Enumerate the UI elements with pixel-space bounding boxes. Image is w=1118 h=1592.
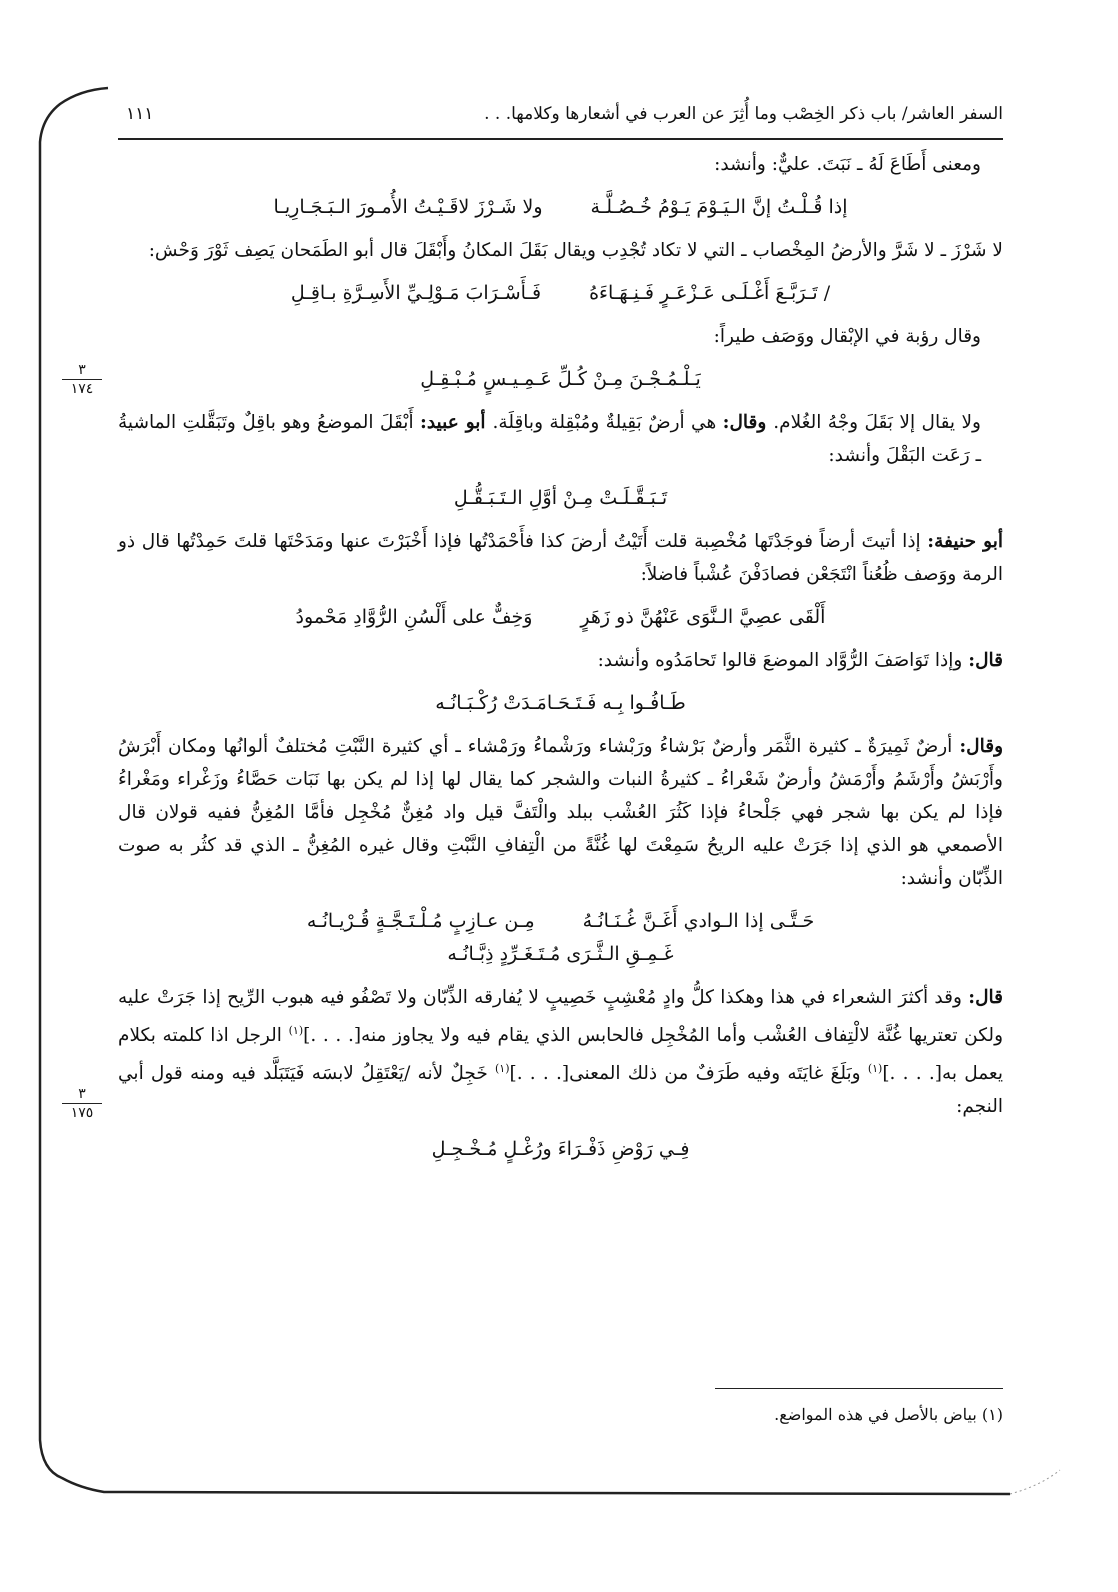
- speaker-label: قال:: [968, 987, 1003, 1008]
- verse-hemistich: فِـي رَوْضِ ذَفْـرَاءَ ورُغْـلٍ مُـخْـجِـلِ: [431, 1138, 690, 1161]
- footnote-ref[interactable]: (١): [867, 1062, 883, 1076]
- margin-folio-note: [62, 1086, 102, 1121]
- verse-hemistich: / تَـرَبَّـعَ أَغْـلَـى عَـزْعَـرٍ فَـنِـهَـاءَهُ: [589, 282, 831, 304]
- verse-line: [118, 905, 1003, 938]
- folio-number: ٣: [62, 362, 102, 380]
- text-run: أَبْقَلَ الموضعُ وهو باقِلٌ وتَبَقَّلتِ الماشيةُ ـ رَعَت البَقْلَ وأنشد:: [118, 412, 981, 466]
- text-run: وقد أكثرَ الشعراء في هذا وهكذا كلُّ وادٍ مُعْشِبٍ خَصِيبٍ لا يُفارقه الذِّبّان ولا تَصْفُو فيه هبوب الرِّيح إذا جَرَتْ عليه ولكن تعتريها غُنَّة لالْتِفاف العُشْب وأما المُخْجِل فالحابس الذي يقام فيه ولا يجاوز منه[. . . .]: [118, 987, 1003, 1047]
- verse-hemistich: فَـأَسْـرَابَ مَـوْلِـيِّ الأَسِـرَّةِ بـاقِـلِ: [290, 282, 542, 304]
- footnote-ref[interactable]: (١): [288, 1024, 304, 1037]
- folio-page: ١٧٥: [70, 1105, 94, 1121]
- text-run: ولا يقال إلا بَقَلَ وجْهُ الغُلام.: [773, 412, 981, 433]
- paragraph: [118, 406, 1003, 472]
- paragraph: [118, 730, 1003, 895]
- footnote-text: بياض بالأصل في هذه المواضع.: [774, 1405, 977, 1424]
- paragraph: [118, 981, 1003, 1123]
- text-run: هي أرضٌ بَقِيلةٌ ومُبْقِلة وباقِلَة.: [492, 412, 723, 433]
- paragraph: [118, 644, 1003, 677]
- folio-page: ١٧٤: [70, 381, 94, 397]
- text-run: خَجِلٌ لأنه /يَعْتَقِلُ لابسَه فَيَتَبَلَّد فيه ومنه قول أبي النجم:: [118, 1063, 1003, 1118]
- verse-hemistich: يَـلْـمُـجْـنَ مِـنْ كُـلِّ عَـمِـيـسٍ مُـبْـقِـلِ: [420, 368, 701, 390]
- verse-line: [118, 191, 1003, 224]
- speaker-label: قال:: [968, 650, 1003, 671]
- text-run: الرجل اذا كلمته بكلام يعمل به[. . . .]: [118, 1025, 1003, 1085]
- book-page: [118, 92, 1003, 1472]
- running-header: [118, 98, 1003, 132]
- folio-number: ٣: [62, 1086, 102, 1104]
- verse-line: [118, 482, 1003, 515]
- verse-line: [118, 1133, 1003, 1166]
- verse-line: [118, 938, 1003, 971]
- verse-hemistich: غَـمِـقِ الـثَّـرَى مُـتَـغَـرِّدٍ ذِبَّـانُـه: [447, 943, 674, 965]
- verse-hemistich: مِـن عـازِبٍ مُـلْـتَـجَّـةٍ قُـرْيـانُـه: [306, 910, 535, 932]
- verse-hemistich: أَلْقَى عصِيَّ الـنَّوَى عَنْهُنَّ ذو زَهَرٍ: [580, 606, 826, 628]
- running-title: السفر العاشر/ باب ذكر الخِصْب وما أُثِرَ عن العرب في أشعارها وكلامها. . .: [484, 104, 1003, 124]
- page-number: ١١١: [126, 104, 154, 124]
- footnote: [774, 1398, 1003, 1431]
- verse-line: [118, 277, 1003, 310]
- verse-hemistich: وَخِفٌّ على أَلْسُنِ الرُّوَّادِ مَحْمودُ: [295, 606, 533, 628]
- speaker-label: أبو عبيد:: [420, 412, 493, 433]
- verse-line: [118, 363, 1003, 396]
- speaker-label: وقال:: [959, 736, 1003, 757]
- verse-line: [118, 601, 1003, 634]
- footnote-mark: (١): [981, 1405, 1003, 1424]
- verse-hemistich: ولا شَـرْزَ لاقَـيْـتُ الأُمـورَ الـبَـجَـارِيـا: [273, 196, 543, 218]
- paragraph: ومعنى أَطَاعَ لَهُ ـ نَبَتَ. عليٌّ: وأنشد:: [714, 154, 981, 175]
- speaker-label: أبو حنيفة:: [927, 531, 1003, 552]
- text-run: إذا أتيتَ أرضاً فوجَدْتَها مُخْصِبة قلت أَتَيْتُ أرضَ كذا فأَحْمَدْتُها فإذا أَخْبَرْتَ عنها ومَدَحْتَها قلتَ حَمِدْتُها قال ذو الرمة ووَصف ظُعُناً انْتَجَعْن فصادَفْنَ عُشْباً فاضلاً:: [118, 531, 1003, 585]
- footnote-rule: [715, 1388, 1003, 1389]
- paragraph: لا شَرْزَ ـ لا شَرَّ والأرضُ المِخْصاب ـ التي لا تكاد تُجْدِب ويقال بَقَلَ المكانُ وأَبْقَلَ قال أبو الطَمَحان يَصِف ثَوْرَ وَحْش:: [148, 240, 1003, 261]
- main-text: [118, 148, 1003, 1176]
- text-run: أرضٌ ثَمِيرَةٌ ـ كثيرة الثَّمَر وأرضٌ بَرْشاءُ ورَبْشاء ورَشْماءُ ورَمْشاء ـ أي كثيرة النَّبْتِ مُختلفٌ ألوانُها ومكان أَبْرَشُ وأَرْبَشُ وأَرْشَمُ وأَرْمَشُ وأرضٌ شَعْراءُ ـ كثيرةُ النبات والشجر كما يقال لها إذا لم يكن بها نَبَات حَصَّاءُ وزَغْراء ومَغْراءُ فإذا لم يكن بها شجر فهي جَلْحاءُ فإذا كَثُرَ العُشْب ببلد والْتَفَّ قيل واد مُغِنٌّ مُخْجِل فأمَّا المُغِنُّ ففيه قولان قال الأصمعي هو الذي إذا جَرَتْ عليه الريحُ سَمِعْتَ لها غُنَّةً من الْتِفافِ النَّبْتِ وقال غيره المُغِنُّ ـ الذي قد كثُر به صوت الذِّبّان وأنشد:: [118, 736, 1003, 889]
- paragraph: وقال رؤبة في الإبْقال ووَصَف طيراً:: [713, 326, 981, 347]
- verse-hemistich: طَـافُـوا بِـه فَـتَـحَـامَـدَتْ رُكْـبَـانُـه: [435, 692, 686, 714]
- verse-line: [118, 687, 1003, 720]
- verse-hemistich: تَـبَـقَّـلَـتْ مِـنْ أوَّلِ الـتَـبَـقُّـلِ: [453, 487, 668, 509]
- text-run: وإذا تَوَاصَفَ الرُّوَّاد الموضعَ قالوا تَحامَدُوه وأنشد:: [597, 650, 969, 671]
- margin-folio-note: [62, 362, 102, 397]
- paragraph: [118, 525, 1003, 591]
- header-rule: [118, 138, 1003, 140]
- footnote-ref[interactable]: (١): [494, 1062, 510, 1076]
- text-run: وبَلَغَ غايَتَه وفيه طَرَفٌ من ذلك المعنى[. . . .]: [509, 1063, 868, 1085]
- verse-hemistich: حَـتَّـى إذا الـوادي أَغَـنَّ غُـنَـانُـهُ: [582, 910, 815, 932]
- speaker-label: وقال:: [722, 412, 774, 433]
- verse-hemistich: إذا قُـلْـتُ إنَّ الـيَـوْمَ يَـوْمُ خُـصُـلَّـة: [590, 196, 848, 218]
